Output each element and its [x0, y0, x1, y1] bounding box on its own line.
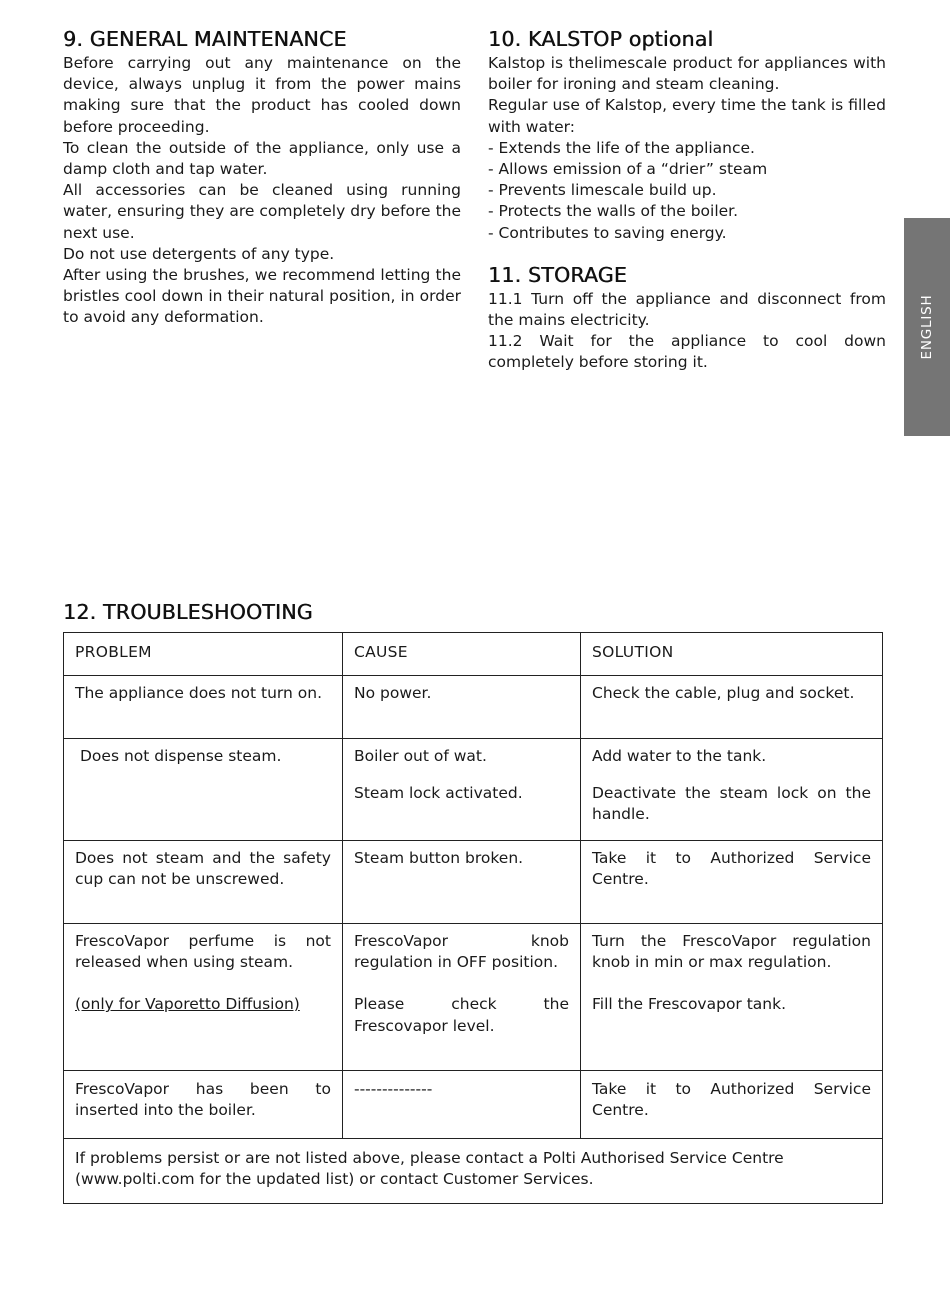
table-footer-row — [64, 1139, 883, 1204]
solution-cell — [581, 676, 883, 739]
list-item: - Protects the walls of the boiler. — [488, 202, 739, 221]
cause-cell — [343, 924, 581, 1071]
problem-cell — [64, 1071, 343, 1139]
kalstop-storage-column — [488, 26, 886, 374]
section-heading: 9. GENERAL MAINTENANCE — [63, 27, 347, 51]
cell-text: Turn the FrescoVapor regulation knob in min or max regulation. — [592, 932, 871, 972]
cell-text: Does not steam and the safety cup can not be unscrewed. — [75, 849, 331, 889]
list-item: - Contributes to saving energy. — [488, 223, 727, 242]
problem-cell — [64, 924, 343, 1071]
table-row — [64, 1071, 883, 1139]
cell-text: Check the cable, plug and socket. — [592, 684, 855, 702]
cause-cell — [343, 676, 581, 739]
cell-text: Take it to Authorized Service Centre. — [592, 1080, 871, 1120]
body-paragraph: 11.1 Turn off the appliance and disconnect from the mains electricity. — [488, 289, 886, 330]
column-header: PROBLEM — [64, 633, 343, 676]
solution-cell — [581, 841, 883, 924]
table-row — [64, 739, 883, 841]
body-paragraph: Before carrying out any maintenance on the device, always unplug it from the power mains making sure that the product has cooled down before proceeding. — [63, 54, 461, 136]
cell-text: FrescoVapor knob regulation in OFF position. — [354, 932, 569, 972]
body-paragraph: Regular use of Kalstop, every time the tank is filled with water: — [488, 96, 886, 136]
cell-text: Deactivate the steam lock on the handle. — [592, 784, 871, 824]
cell-text: Does not dispense steam. — [80, 747, 282, 765]
list-item: - Prevents limescale build up. — [488, 181, 717, 200]
solution-cell — [581, 924, 883, 1071]
body-paragraph: To clean the outside of the appliance, only use a damp cloth and tap water. — [63, 138, 461, 179]
column-header: CAUSE — [343, 633, 581, 676]
cause-cell — [343, 739, 581, 841]
troubleshooting-table — [63, 632, 883, 1204]
cell-text: FrescoVapor has been to inserted into the boiler. — [75, 1080, 331, 1120]
section-heading: 11. STORAGE — [488, 262, 627, 287]
column-header: SOLUTION — [581, 633, 883, 676]
solution-cell — [581, 739, 883, 841]
cell-text: Boiler out of wat. — [354, 747, 487, 765]
solution-cell — [581, 1071, 883, 1139]
section-heading: 10. KALSTOP optional — [488, 27, 714, 51]
model-note: (only for Vaporetto Diffusion) — [75, 995, 300, 1014]
problem-cell — [64, 841, 343, 924]
table-row — [64, 924, 883, 1071]
body-paragraph: Kalstop is thelimescale product for appliances with boiler for ironing and steam cleaning. — [488, 54, 886, 94]
cell-text: FrescoVapor perfume is not released when using steam. — [75, 932, 331, 972]
cell-text: Please check the Frescovapor level. — [354, 995, 569, 1035]
troubleshooting-heading: 12. TROUBLESHOOTING — [63, 600, 313, 624]
table-row — [64, 676, 883, 739]
list-item: - Allows emission of a “drier” steam — [488, 160, 768, 179]
cause-cell — [343, 1071, 581, 1139]
cell-text: -------------- — [354, 1080, 433, 1098]
body-paragraph: After using the brushes, we recommend letting the bristles cool down in their natural position, in order to avoid any deformation. — [63, 266, 461, 327]
table-row — [64, 841, 883, 924]
body-paragraph: 11.2 Wait for the appliance to cool down completely before storing it. — [488, 332, 886, 372]
table-header-row — [64, 633, 883, 676]
body-paragraph: Do not use detergents of any type. — [63, 244, 335, 263]
cause-cell — [343, 841, 581, 924]
language-side-tab — [904, 218, 950, 436]
cell-text: Steam button broken. — [354, 849, 524, 867]
list-item: - Extends the life of the appliance. — [488, 138, 755, 157]
cell-text: The appliance does not turn on. — [75, 684, 323, 702]
cell-text: Add water to the tank. — [592, 747, 767, 765]
problem-cell — [64, 739, 343, 841]
footer-note: If problems persist or are not listed above, please contact a Polti Authorised Service Centre (www.polti.com for the updated list) or contact Customer Services. — [64, 1139, 883, 1204]
cell-text: No power. — [354, 684, 432, 702]
cell-text: Steam lock activated. — [354, 784, 523, 803]
cell-text: Take it to Authorized Service Centre. — [592, 849, 871, 889]
language-label: ENGLISH — [919, 294, 935, 360]
body-paragraph: All accessories can be cleaned using running water, ensuring they are completely dry before the next use. — [63, 181, 461, 242]
general-maintenance-section — [63, 26, 461, 329]
problem-cell — [64, 676, 343, 739]
cell-text: Fill the Frescovapor tank. — [592, 995, 787, 1014]
